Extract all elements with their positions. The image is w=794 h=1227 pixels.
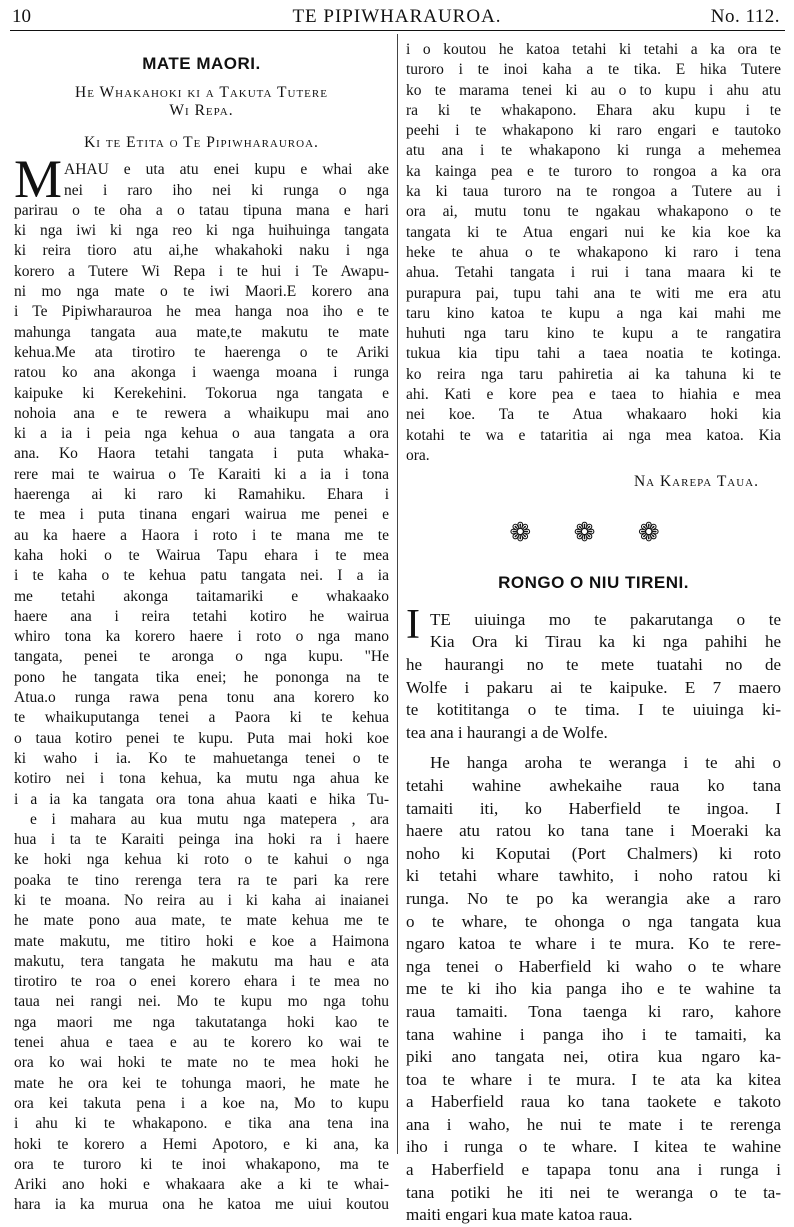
text-line: atu ana i te whakapono ki runga a mehemea (406, 142, 781, 160)
text-line: tana potiki he iti nei te weranga o te ta- (406, 1182, 781, 1202)
drop-cap-i: I (406, 601, 420, 648)
text-line: tetahi wahine awhekaihe raua ko tana (406, 775, 781, 795)
text-line: TE uiuinga mo te pakarutanga o te (430, 609, 781, 629)
text-line: kaipuke ki Kerekehini. Tokorua nga tangata e (14, 384, 389, 402)
text-line: mate makutu, me titiro hoki e koe a Haimona (14, 932, 389, 950)
text-line: haere ana i reira tetahi kotiro he wairua (14, 607, 389, 625)
text-line: maiti engari kua mate katoa raua. (406, 1205, 633, 1225)
text-line: Wolfe i pakaru ai te kaipuke. E 7 maero (406, 677, 781, 697)
article2-para2-lines (406, 752, 781, 1226)
text-line: korero a Tutere Wi Repa i te hui i Te Awapu- (14, 262, 389, 280)
page-header (12, 6, 782, 30)
header-rule (10, 30, 785, 31)
text-line: Atua.o runga rawa pena tonu ana korero ko (14, 689, 389, 707)
text-line: he haurangi no te mete tuatahi no de (406, 655, 781, 675)
text-line: ki te moana. No reira au i ki kaha ai inaianei (14, 891, 389, 909)
text-line: turoro i te inoi kaha a te tika. E hika Tutere (406, 61, 781, 79)
text-line: kotiro nei i tona kehua, ka mutu nga ahua ke (14, 770, 389, 788)
text-line: AHAU e uta atu enei kupu e whai ake (64, 161, 389, 179)
text-line: ko te marama tenei ki au o to kupu i ahu atu (406, 81, 781, 99)
text-line: taua nei rangi nei. Mo te kupu mo nga tohu (14, 993, 389, 1011)
text-line: purapura pai, tupu tahi ana te witi me era atu (406, 284, 781, 302)
text-line: ora te turoro ki te inoi whakapono, ma te (14, 1155, 389, 1173)
text-line: nei koe. Ta te Atua whakaaro hoki kia (406, 406, 781, 424)
text-line: ka ki taua turoro na te rongoa a Tutere au i (406, 183, 781, 201)
text-line: rere mai te wairua o Te Karaiti ki a ia i tona (14, 465, 389, 483)
text-line: ana. Ko Haora tetahi tangata i puta whaka- (14, 445, 389, 463)
left-column (14, 40, 389, 1216)
column-divider (397, 34, 398, 1154)
drop-cap-m: M (14, 149, 63, 210)
text-line: ratou ko ana akonga i waenga moana i runga (14, 364, 389, 382)
text-line: i Te Pipiwharauroa he mea hanga noa iho e te (14, 303, 389, 321)
article1-lines-right (406, 40, 781, 466)
text-line: Ariki ano hoki e whakaara ake a ki te whai- (14, 1176, 389, 1194)
text-line: me te ki iho kia panga iho e te wahine ta (406, 979, 781, 999)
text-line: tamaiti iti, ko Haberfield te ingoa. I (406, 798, 781, 818)
text-line: a Haberfield raua ko tana taokete e takoto (406, 1092, 781, 1112)
article-subtitle-line1: He Whakahoki ki a Takuta Tutere (75, 84, 328, 102)
text-line: mate he ora kei te tohunga maori, he mate he (14, 1074, 389, 1092)
text-line: ki nga iwi ki nga reo ki nga huihuinga tangata (14, 222, 389, 240)
article2-para1-lines (406, 609, 781, 745)
text-line: poaka te tino rerenga tera ra te pari ka rere (14, 871, 389, 889)
text-line: kotahi te wa e tataritia ai nga mea katoa. Kia (406, 426, 781, 444)
text-line: nga maori me nga takutatanga hoki kao te (14, 1013, 389, 1031)
text-line: mahunga tangata aua mate,te makutu te mate (14, 323, 389, 341)
article-heading-rongo-o-niu-tireni: RONGO O NIU TIRENI. (498, 572, 689, 592)
right-column (406, 40, 781, 1227)
text-line: te mea i puta tinana engari wairua me penei e (14, 506, 389, 524)
text-line: nga tenei o Haberfield ki waho o te whare (406, 956, 781, 976)
text-line: Kia Ora ki Tirau ka ki nga pahihi he (430, 632, 781, 652)
text-line: he mate pono aua mate, te mate kehua me te (14, 912, 389, 930)
text-line: me tetahi akonga taitamariki e whakaako (14, 587, 389, 605)
text-line: ahua. Tetahi tangata i rui i tana maara ki te (406, 264, 781, 282)
text-line: hara ia ka murua ona he katoa me uiui koutou (14, 1196, 389, 1214)
text-line: huhuti nga taru kino te kupu a te rangatira (406, 325, 781, 343)
text-line: tea ana i haurangi a de Wolfe. (406, 722, 608, 742)
text-line: ki tetahi whare tawhito, i noho ratou ki (406, 866, 781, 886)
text-line: parirau o te oha a o tatau tipuna mana e hari (14, 201, 389, 219)
text-line: ra ki te whakapono. Ehara aku kupu i te (406, 101, 781, 119)
text-line: tangata ki te Atua engari nui ke kia koe ka (406, 223, 781, 241)
text-line: i ahu ki te whakapono. e tika ana tena ina (14, 1115, 389, 1133)
page-number: 10 (12, 6, 31, 27)
text-line: ke hoki nga kehua ki roto o te kahui o nga (14, 851, 389, 869)
text-line: tenei ahua e taea e au te korero ko wai te (14, 1034, 389, 1052)
text-line: e i mahara au kua mutu nga matepera , ara (30, 810, 389, 828)
text-line: tana wahine i panga iho i te tamaiti, ka (406, 1024, 781, 1044)
text-line: au ka haere a Haora i roto i te mana me te (14, 526, 389, 544)
text-line: ora kei takuta pena i a koe na, Mo to kupu (14, 1094, 389, 1112)
text-line: i o koutou he katoa tetahi ki tetahi a ka ora te (406, 41, 781, 58)
text-line: piki ano tangata nei, otira kua ngaro ka- (406, 1047, 781, 1067)
text-line: taru kino katoa te kupu a nga kai mahi me (406, 304, 781, 322)
text-line: kehua.Me ata tirotiro te haerenga o te Ariki (14, 343, 389, 361)
text-line: a Haberfield e tapapa tonu ana i runga i (406, 1160, 781, 1180)
text-line: noho ki Koputai (Port Chalmers) ki roto (406, 843, 781, 863)
text-line: ki a ia i peia nga kehua o aua tangata a ora (14, 425, 389, 443)
text-line: runga. No te po ka werangia ake a raro (406, 888, 781, 908)
text-line: hoki te korero a Hemi Apotoro, e ki ana, ka (14, 1135, 389, 1153)
text-line: te kotititanga o te tima. I te uiuinga ki- (406, 700, 781, 720)
article-signature: Na Karepa Taua. (633, 473, 759, 491)
text-line: tirotiro te roa o enei korero ehara i te mea no (14, 973, 389, 991)
text-line: kaha hoki o te Wairua Tapu ehara i te mea (14, 546, 389, 564)
text-line: toa te whare i te mura. I te ata ka kitea (406, 1069, 781, 1089)
text-line: ka kainga pea e te turoro to rongoa a ka ora (406, 162, 781, 180)
article1-body-left (14, 149, 389, 1215)
text-line: ko reira nga taru pahiretia ai ka tahuna ki te (406, 365, 781, 383)
text-line: i te kaha o te kehua patu tangata nei. I a ia (14, 567, 389, 585)
text-line: whiro tona ka korero haere i roto o nga mano (14, 628, 389, 646)
article-addressee: Ki te Etita o Te Pipiwharauroa. (84, 134, 319, 152)
text-line: haerenga ai ki raro ki Ramahiku. Ehara i (14, 486, 389, 504)
text-line: peehi i te whakapono ki raro engari e tautoko (406, 122, 781, 140)
article1-lines-left (14, 160, 389, 1215)
text-line: o taua kotiro penei te kupu. Puta mai hoki koe (14, 729, 389, 747)
text-line: ora ko wai hoki te mate no te mea hoki he (14, 1054, 389, 1072)
text-line: ana i waho, he nui te mate i te rerenga (406, 1114, 781, 1134)
text-line: makutu, tera tangata he makutu ma hau e ata (14, 952, 389, 970)
text-line: iho i runga o te whare. I kitea te wahine (406, 1137, 781, 1157)
text-line: haere atu ratou ko tana tane i Moeraki ka (406, 821, 781, 841)
text-line: nohoia ana e te rewera a whaikupu mai ano (14, 404, 389, 422)
text-line: ora. (406, 446, 430, 464)
text-line: ki reira tioro atu ai,he whakahoki naku i nga (14, 242, 389, 260)
article2-para1 (406, 601, 781, 745)
publication-title: TE PIPIWHARAUROA. (292, 6, 502, 27)
article-subtitle-line2: Wi Repa. (169, 102, 234, 120)
text-line: raua tamaiti. Tona taenga ki raro, kahore (406, 1001, 781, 1021)
text-line: tukua kia tipu tahi a taea noatia te kotinga. (406, 345, 781, 363)
section-ornaments: ❁ ❁ ❁ (509, 517, 678, 547)
text-line: ora ai, mutu tonu te ngakau whakapono o te (406, 203, 781, 221)
text-line: ngaro katoa te whare i te mura. Ko te rere- (406, 934, 781, 954)
text-line: hua i ta te Karaiti peinga ina hoki ra i haere (14, 831, 389, 849)
text-line: i a ia ka tangata ora tona ahua kaati e hika Tu- (14, 790, 389, 808)
text-line: He hanga aroha te weranga i te ahi o (430, 753, 781, 773)
text-line: ahi. Kati e kore pea e taea to hiahia e mea (406, 386, 781, 404)
text-line: heke te ahua o te whakapono ki raro i tena (406, 243, 781, 261)
text-line: ki waho i ia. Ko te mahuetanga tenei o te (14, 749, 389, 767)
text-line: nei i raro iho nei ki runga o nga (64, 181, 389, 199)
text-line: ni mo nga mate o te iwi Maori.E korero ana (14, 283, 389, 301)
text-line: te whaikuputanga tenei a Paora ki te kehua (14, 709, 389, 727)
issue-number: No. 112. (710, 6, 780, 27)
text-line: tangata, penei te aronga o nga kupu. "He (14, 648, 389, 666)
article-heading-mate-maori: MATE MAORI. (142, 54, 261, 73)
text-line: pono he tangata tika enei; he pononga na te (14, 668, 389, 686)
text-line: o te whare, te ohonga o nga tangata kua (406, 911, 781, 931)
